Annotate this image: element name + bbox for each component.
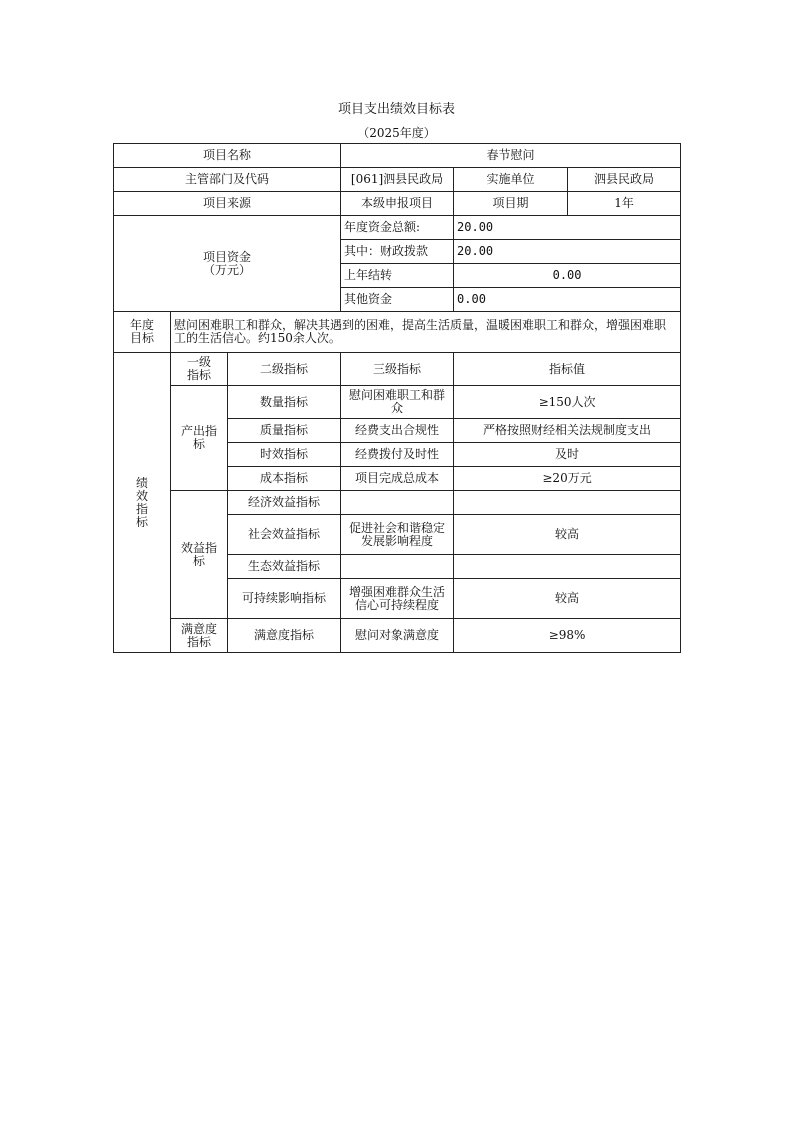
dept-label: 主管部门及代码 (114, 168, 341, 192)
project-name-value: 春节慰问 (341, 144, 681, 168)
indicator-value: 及时 (454, 443, 681, 467)
indicator-l3 (341, 555, 454, 579)
funds-label-line2: （万元） (203, 262, 252, 277)
indicator-row (114, 619, 681, 653)
indicator-l2: 满意度指标 (228, 619, 341, 653)
period-label: 项目期 (454, 192, 568, 216)
funds-finance-value: 20.00 (454, 240, 681, 264)
funds-carryover-label: 上年结转 (341, 264, 454, 288)
page-subtitle: （2025年度） (357, 126, 436, 140)
dept-value: [061]泗县民政局 (341, 168, 454, 192)
indicator-l2: 可持续影响指标 (228, 579, 341, 619)
funds-label-line1: 项目资金 (203, 249, 252, 264)
funds-label (114, 216, 341, 312)
indicator-l3: 经费支出合规性 (341, 419, 454, 443)
indicator-l2: 质量指标 (228, 419, 341, 443)
funds-total-value: 20.00 (454, 216, 681, 240)
period-value: 1年 (568, 192, 681, 216)
row-annual-goal (114, 312, 681, 353)
indicator-value: 较高 (454, 579, 681, 619)
satisfaction-indicator-label: 满意度 指标 (171, 619, 228, 653)
head-level3: 三级指标 (341, 353, 454, 386)
row-funds-total (114, 216, 681, 240)
indicator-value: ≥150人次 (454, 386, 681, 419)
indicator-l2: 成本指标 (228, 467, 341, 491)
funds-total-label: 年度资金总额: (341, 216, 454, 240)
indicator-value: 较高 (454, 515, 681, 555)
goal-label-line1: 年度 (129, 318, 154, 332)
head-value: 指标值 (454, 353, 681, 386)
goal-label-line2: 目标 (129, 331, 154, 345)
funds-finance-label: 其中：财政拨款 (341, 240, 454, 264)
funds-other-label: 其他资金 (341, 288, 454, 312)
indicators-section-text: 绩 效 指 标 (135, 475, 148, 529)
goal-text: 慰问困难职工和群众，解决其遇到的困难，提高生活质量，温暖困难职工和群众，增强困难职工的生活信心。约150余人次。 (171, 312, 681, 353)
indicator-l2: 经济效益指标 (228, 491, 341, 515)
indicator-l3 (341, 491, 454, 515)
row-department (114, 168, 681, 192)
indicator-l3: 促进社会和谐稳定 发展影响程度 (341, 515, 454, 555)
indicator-l3: 项目完成总成本 (341, 467, 454, 491)
indicator-l3: 慰问对象满意度 (341, 619, 454, 653)
funds-carryover-value: 0.00 (454, 264, 681, 288)
indicator-l2: 社会效益指标 (228, 515, 341, 555)
project-name-label: 项目名称 (114, 144, 341, 168)
goal-label (114, 312, 171, 353)
benefit-indicator-label: 效益指 标 (171, 491, 228, 619)
source-label: 项目来源 (114, 192, 341, 216)
indicator-value: 严格按照财经相关法规制度支出 (454, 419, 681, 443)
page-title: 项目支出绩效目标表 (337, 102, 455, 117)
row-indicator-header (114, 353, 681, 386)
head-level1: 一级 指标 (171, 353, 228, 386)
indicator-l3: 经费拨付及时性 (341, 443, 454, 467)
indicator-row (114, 386, 681, 419)
head-level2: 二级指标 (228, 353, 341, 386)
performance-table (113, 143, 681, 653)
row-source (114, 192, 681, 216)
output-indicator-label: 产出指 标 (171, 386, 228, 491)
row-project-name (114, 144, 681, 168)
indicator-value (454, 491, 681, 515)
indicator-value (454, 555, 681, 579)
source-value: 本级申报项目 (341, 192, 454, 216)
indicator-l2: 数量指标 (228, 386, 341, 419)
indicator-value: ≥98% (454, 619, 681, 653)
funds-other-value: 0.00 (454, 288, 681, 312)
indicator-l2: 时效指标 (228, 443, 341, 467)
indicator-row (114, 491, 681, 515)
impl-unit-label: 实施单位 (454, 168, 568, 192)
indicators-section-label (114, 353, 171, 653)
indicator-l3: 慰问困难职工和群 众 (341, 386, 454, 419)
indicator-l2: 生态效益指标 (228, 555, 341, 579)
indicator-l3: 增强困难群众生活 信心可持续程度 (341, 579, 454, 619)
indicator-value: ≥20万元 (454, 467, 681, 491)
impl-unit-value: 泗县民政局 (568, 168, 681, 192)
